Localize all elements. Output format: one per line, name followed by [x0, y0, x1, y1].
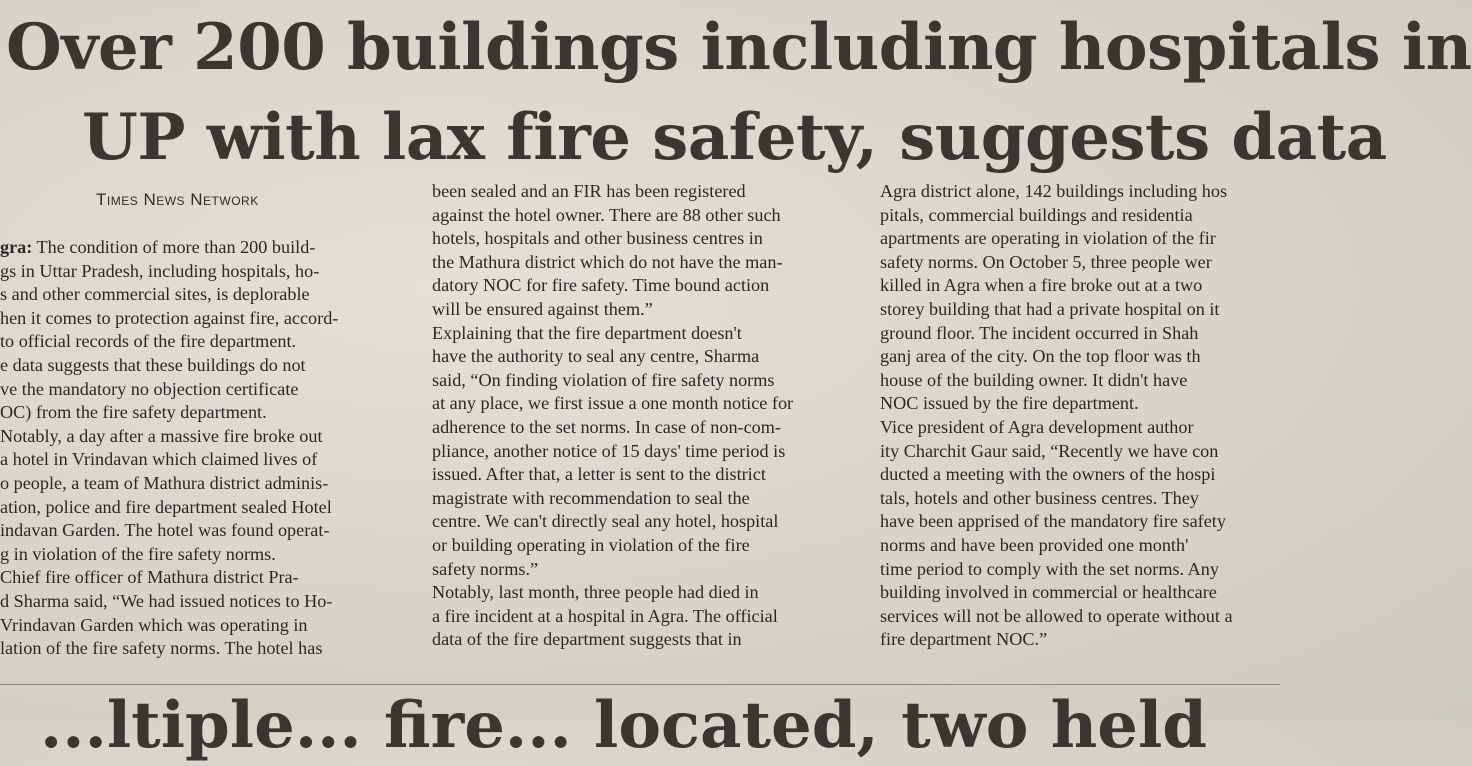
text-line: pitals, commercial buildings and residentia — [880, 204, 1193, 225]
text-line: issued. After that, a letter is sent to the district — [432, 464, 766, 485]
text-line: safety norms. On October 5, three people wer — [880, 251, 1212, 272]
text-line: ve the mandatory no objection certificate — [0, 378, 299, 399]
text-line: safety norms.” — [432, 558, 539, 579]
text-line: services will not be allowed to operate without a — [880, 605, 1233, 626]
text-line: Explaining that the fire department doesn't — [432, 322, 742, 343]
next-article-headline-cropped — [0, 688, 1280, 763]
text-line: building involved in commercial or healthcare — [880, 582, 1217, 603]
text-line: datory NOC for fire safety. Time bound action — [432, 275, 770, 296]
headline-line-2: UP with lax fire safety, suggests data — [82, 100, 1387, 175]
article-column-3 — [880, 180, 1280, 652]
text-line: to official records of the fire department. — [0, 331, 297, 352]
text-line: centre. We can't directly seal any hotel, hospital — [432, 511, 779, 532]
text-line: ducted a meeting with the owners of the hospi — [880, 464, 1216, 485]
text-line: o people, a team of Mathura district adminis- — [0, 472, 329, 493]
text-line: Notably, last month, three people had died in — [432, 582, 759, 603]
text-line: have been apprised of the mandatory fire safety — [880, 511, 1226, 532]
text-line: lation of the fire safety norms. The hotel has — [0, 638, 323, 659]
text-line: been sealed and an FIR has been registered — [432, 181, 746, 201]
text-line: pliance, another notice of 15 days' time period is — [432, 440, 786, 461]
section-divider — [0, 684, 1280, 685]
text-line: e data suggests that these buildings do not — [0, 354, 306, 375]
text-line: ity Charchit Gaur said, “Recently we have con — [880, 440, 1219, 461]
text-line: or building operating in violation of the fire — [432, 534, 750, 555]
headline-line-1: Over 200 buildings including hospitals in — [6, 10, 1472, 85]
text-line: time period to comply with the set norms. Any — [880, 558, 1219, 579]
text-line: ground floor. The incident occurred in Shah — [880, 322, 1199, 343]
text-line: magistrate with recommendation to seal the — [432, 487, 750, 508]
text-line: apartments are operating in violation of the fir — [880, 228, 1216, 249]
text-line: s and other commercial sites, is deplorable — [0, 284, 310, 305]
text-line: g in violation of the fire safety norms. — [0, 543, 276, 564]
text-line: fire department NOC.” — [880, 629, 1048, 650]
byline: Times News Network — [96, 190, 259, 209]
text-line: killed in Agra when a fire broke out at a two — [880, 275, 1203, 296]
text-line: ation, police and fire department sealed Hotel — [0, 496, 332, 517]
text-line: said, “On finding violation of fire safety norms — [432, 369, 775, 390]
text-line: house of the building owner. It didn't have — [880, 369, 1188, 390]
text-line: d Sharma said, “We had issued notices to Ho- — [0, 590, 333, 611]
text-line: norms and have been provided one month' — [880, 534, 1189, 555]
text-line: data of the fire department suggests that in — [432, 629, 742, 650]
text-line: at any place, we first issue a one month notice for — [432, 393, 794, 414]
text-line: gra: The condition of more than 200 build- — [0, 237, 316, 257]
text-line: storey building that had a private hospital on it — [880, 298, 1220, 319]
text-line: adherence to the set norms. In case of non-com- — [432, 416, 781, 437]
text-line: Vice president of Agra development author — [880, 416, 1194, 437]
text-line: Notably, a day after a massive fire broke out — [0, 425, 323, 446]
text-line: will be ensured against them.” — [432, 298, 653, 319]
text-line: hen it comes to protection against fire, accord- — [0, 307, 339, 328]
text-line: ganj area of the city. On the top floor was th — [880, 346, 1201, 367]
text-line: the Mathura district which do not have the man- — [432, 251, 783, 272]
text-line: a fire incident at a hospital in Agra. The official — [432, 605, 778, 626]
text-line: have the authority to seal any centre, Sharma — [432, 346, 760, 367]
text-line: tals, hotels and other business centres. They — [880, 487, 1199, 508]
text-line: Chief fire officer of Mathura district Pra- — [0, 567, 299, 588]
text-line: Vrindavan Garden which was operating in — [0, 614, 308, 635]
text-line: against the hotel owner. There are 88 other such — [432, 204, 781, 225]
article-column-2 — [432, 180, 854, 652]
text-line: gs in Uttar Pradesh, including hospitals, ho- — [0, 260, 320, 281]
text-line: hotels, hospitals and other business centres in — [432, 228, 763, 249]
text-line: NOC issued by the fire department. — [880, 393, 1139, 414]
text-line: indavan Garden. The hotel was found operat- — [0, 520, 330, 541]
text-line: Agra district alone, 142 buildings including hos — [880, 181, 1228, 201]
article-column-1 — [0, 236, 410, 661]
next-headline-text: ...ltiple... fire... located, two held — [40, 688, 1207, 763]
text-line: OC) from the fire safety department. — [0, 402, 267, 423]
text-line: a hotel in Vrindavan which claimed lives of — [0, 449, 318, 470]
